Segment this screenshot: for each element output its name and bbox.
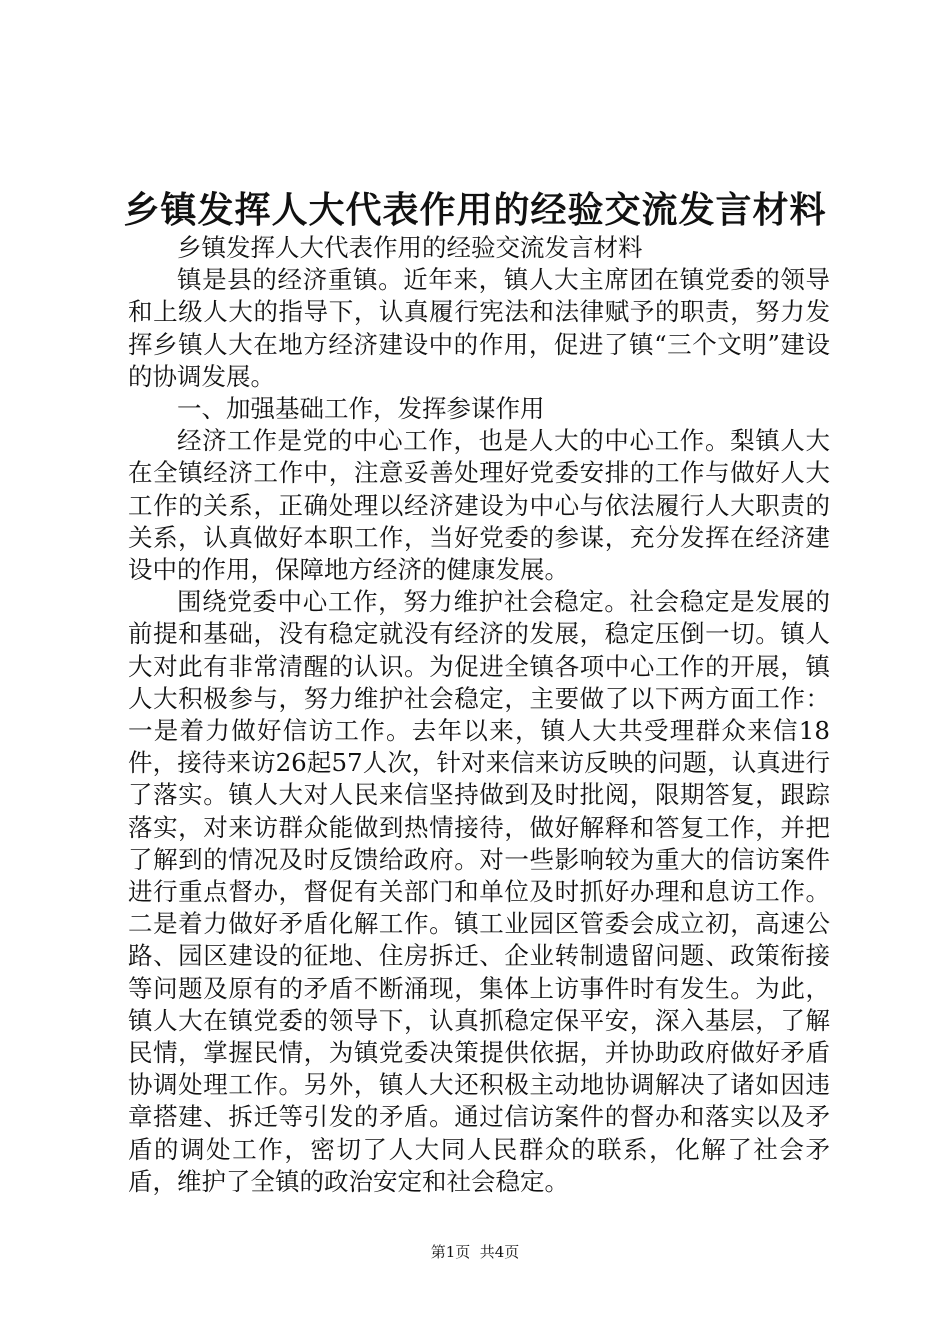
- document-title: 乡镇发挥人大代表作用的经验交流发言材料: [123, 189, 827, 231]
- paragraph-subtitle: 乡镇发挥人大代表作用的经验交流发言材料: [177, 233, 643, 262]
- page-footer: [0, 1242, 950, 1262]
- section-heading: 一、加强基础工作，发挥参谋作用: [177, 394, 545, 424]
- paragraph-intro: 镇是县的经济重镇。近年来，镇人大主席团在镇党委的领导和上级人大的指导下，认真履行宪法和法律赋予的职责，努力发挥乡镇人大在地方经济建设中的作用，促进了镇“三个文明”建设的协调发展。: [128, 265, 830, 391]
- page-number: 第1页 共4页: [430, 1243, 520, 1261]
- document-body: [128, 232, 830, 1198]
- paragraph-social-stability: 围绕党委中心工作，努力维护社会稳定。社会稳定是发展的前提和基础，没有稳定就没有经济的发展，稳定压倒一切。镇人大对此有非常清醒的认识。为促进全镇各项中心工作的开展，镇人大积极参与，努力维护社会稳定，主要做了以下两方面工作：一是着力做好信访工作。去年以来，镇人大共受理群众来信18件，接待来访26起57人次，针对来信来访反映的问题，认真进行了落实。镇人大对人民来信坚持做到及时批阅，限期答复，跟踪落实，对来访群众能做到热情接待，做好解释和答复工作，并把了解到的情况及时反馈给政府。对一些影响较为重大的信访案件进行重点督办，督促有关部门和单位及时抓好办理和息访工作。二是着力做好矛盾化解工作。镇工业园区管委会成立初，高速公路、园区建设的征地、住房拆迁、企业转制遗留问题、政策衔接等问题及原有的矛盾不断涌现，集体上访事件时有发生。为此，镇人大在镇党委的领导下，认真抓稳定保平安，深入基层，了解民情，掌握民情，为镇党委决策提供依据，并协助政府做好矛盾协调处理工作。另外，镇人大还积极主动地协调解决了诸如因违章搭建、拆迁等引发的矛盾。通过信访案件的督办和落实以及矛盾的调处工作，密切了人大同人民群众的联系，化解了社会矛盾，维护了全镇的政治安定和社会稳定。: [128, 587, 830, 1196]
- paragraph-economic-work: 经济工作是党的中心工作，也是人大的中心工作。梨镇人大在全镇经济工作中，注意妥善处理好党委安排的工作与做好人大工作的关系，正确处理以经济建设为中心与依法履行人大职责的关系，认真做好本职工作，当好党委的参谋，充分发挥在经济建设中的作用，保障地方经济的健康发展。: [128, 426, 830, 585]
